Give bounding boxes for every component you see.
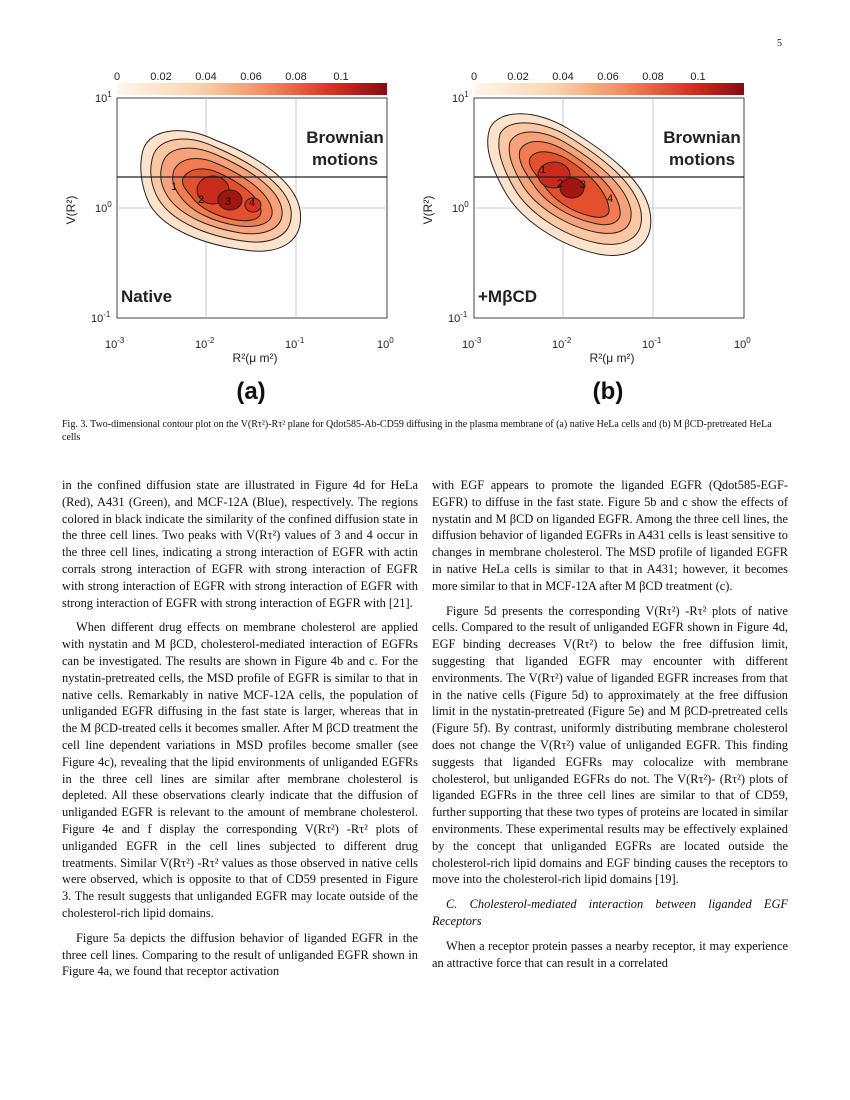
peak-label: 3 xyxy=(225,196,232,208)
figure-3 xyxy=(0,70,850,415)
brownian-label-line1: Brownian xyxy=(306,128,384,147)
y-tick-label: $10^{-1}$ xyxy=(91,310,111,325)
paragraph: Figure 5d presents the corresponding V(Rτ²) -Rτ² plots of native cells. Compared to the result of unliganded EGFR shown in Figure 4d, EGF binding decreases V(Rτ²) to below the free diffusion limit, suggesting that liganded EGFR may encounter with different environments. The V(Rτ²) value of liganded EGFR increases from that in the native cells (Figure 5d) to approximately at the free diffusion limit in the nystatin-pretreated (Figure 5e) and M βCD-pretreated cells (Figure 5f). By contrast, uniformly distributing membrane cholesterol does not change the V(Rτ²) value of unliganded EGFR. This finding suggests that liganded EGFRs may colocalize with membrane cholesterol, but unliganded EGFRs do not. The V(Rτ²)- (Rτ²) plots of liganded EGFRs in the three cell lines are similar to that of CD59, further supporting that these two types of proteins are located in similar environments. These experimental results may be effectively explained by the concept that unliganded EGFRs are located outside the cholesterol-rich lipid domains and EGF binding causes the receptors to move into the cholesterol-rich lipid domains [19]. xyxy=(432,603,788,887)
x-tick-label: $10^{-1}$ xyxy=(285,336,305,351)
peak-label: 2 xyxy=(198,194,205,206)
colorbar-tick: 0.02 xyxy=(150,71,172,83)
paragraph: When different drug effects on membrane cholesterol are applied with nystatin and M βCD, cholesterol-mediated interaction of EGFRs can be investigated. The results are shown in Figure 4b and c. For the nystatin-pretreated cells, the MSD profile of EGFR is similar to that in native cells. Remarkably in native MCF-12A cells, the population of unliganded EGFR diffusing in the fast state is larger, whereas that in the M βCD-treated cells it becomes smaller. After M βCD treatment the cell line dependent variations in MSD profiles become smaller (see Figure 4c), revealing that the lipid environments of unliganded EGFRs in the three cell lines are similar after membrane cholesterol is depleted. All these observations clearly indicate that the diffusion of unliganded EGFR is relevant to the amount of membrane cholesterol. Figure 4e and f display the corresponding V(Rτ²) -Rτ² plots of unliganded EGFR in the cell lines subjected to different drug treatments. Similar V(Rτ²) -Rτ² values as those observed in native cells were observed, which is opposite to that of CD59 presented in Figure 3. The result suggests that unliganded EGFR may locate outside of the cholesterol-rich lipid domains. xyxy=(62,620,418,920)
colorbar-ticks xyxy=(471,71,706,83)
y-ticks xyxy=(448,90,469,325)
brownian-label-line2: motions xyxy=(311,150,379,169)
paragraph: When a receptor protein passes a nearby receptor, it may experience an attractive force that can result in a correlated xyxy=(432,938,788,970)
figure-caption: Fig. 3. Two-dimensional contour plot on the V(Rτ²)-Rτ² plane for Qdot585-Ab-CD59 diffusing in the plasma membrane of (a) native HeLa cells and (b) M βCD-pretreated HeLa cells xyxy=(62,419,772,443)
panel-b xyxy=(412,70,772,415)
peak-label: 2 xyxy=(557,178,564,190)
colorbar-ticks xyxy=(114,71,349,83)
x-ticks xyxy=(462,336,751,351)
y-axis-label: V(R²) xyxy=(421,195,435,225)
x-tick-label: $10^{-2}$ xyxy=(195,336,215,351)
peak-label: 4 xyxy=(607,193,614,205)
x-tick-label: $10^{-3}$ xyxy=(462,336,482,351)
y-tick-label: $10^0$ xyxy=(95,200,112,215)
colorbar-tick: 0.1 xyxy=(690,71,706,83)
section-heading: C. Cholesterol-mediated interaction between liganded EGF Receptors xyxy=(432,897,788,928)
contour-plot-b xyxy=(412,70,772,380)
paragraph: in the confined diffusion state are illustrated in Figure 4d for HeLa (Red), A431 (Green), and MCF-12A (Blue), respectively. The regions colored in black indicate the similarity of the confined diffusion state in the three cell lines. Two peaks with V(Rτ²) values of 3 and 4 occur in the three cell lines, indicating a strong interaction of EGFR with actin corrals strong interaction of EGFR with strong interaction of EGFR with strong interaction of EGFR with strong interaction of EGFR with strong interaction of EGFR with strong interaction of EGFR with [21]. xyxy=(62,478,418,610)
x-axis-label: R²(μ m²) xyxy=(232,351,278,365)
left-column xyxy=(62,477,418,988)
peak-label: 3 xyxy=(580,179,587,191)
condition-label: +MβCD xyxy=(478,287,538,306)
paragraph: with EGF appears to promote the liganded EGFR (Qdot585-EGF-EGFR) to diffuse in the fast state. Figure 5b and c show the effects of nystatin and M βCD on liganded EGFR. Among the three cell lines, the diffusion behavior of liganded EGFRs in A431 cells is least sensitive to changes in membrane cholesterol. The MSD profile of liganded EGFR in native HeLa cells is similar to that in A431; however, it becomes more similar to that in MCF-12A after M βCD treatment (c). xyxy=(432,478,788,593)
y-tick-label: $10^{-1}$ xyxy=(448,310,468,325)
colorbar-tick: 0.02 xyxy=(507,71,529,83)
y-tick-label: $10^1$ xyxy=(452,90,469,105)
right-column xyxy=(432,477,788,979)
panel-a xyxy=(55,70,415,415)
x-tick-label: $10^{-2}$ xyxy=(552,336,572,351)
colorbar-tick: 0.04 xyxy=(195,71,217,83)
y-ticks xyxy=(91,90,112,325)
page-number: 5 xyxy=(777,38,782,49)
panel-letter: (a) xyxy=(236,378,266,405)
y-tick-label: $10^0$ xyxy=(452,200,469,215)
colorbar-tick: 0 xyxy=(113,71,121,83)
contour-plot-a xyxy=(55,70,415,380)
colorbar-tick: 0.04 xyxy=(552,71,574,83)
x-ticks xyxy=(105,336,394,351)
x-tick-label: $10^{-1}$ xyxy=(642,336,662,351)
x-axis-label: R²(μ m²) xyxy=(589,351,635,365)
colorbar-tick: 0.06 xyxy=(240,71,262,83)
x-tick-label: $10^0$ xyxy=(734,336,751,351)
colorbar-tick: 0.08 xyxy=(285,71,307,83)
colorbar-tick: 0.06 xyxy=(597,71,619,83)
peak-label: 4 xyxy=(249,197,256,209)
y-axis-label: V(R²) xyxy=(64,195,78,225)
peak-label: 1 xyxy=(171,181,178,193)
colorbar xyxy=(117,83,387,95)
condition-label: Native xyxy=(121,287,173,306)
colorbar-tick: 0.08 xyxy=(642,71,664,83)
paragraph: Figure 5a depicts the diffusion behavior of liganded EGFR in the three cell lines. Comparing to the result of unliganded EGFR shown in Figure 4a, we found that receptor activation xyxy=(62,930,418,979)
panel-letter: (b) xyxy=(592,378,624,405)
brownian-label-line1: Brownian xyxy=(663,128,741,147)
x-tick-label: $10^{-3}$ xyxy=(105,336,125,351)
y-tick-label: $10^1$ xyxy=(95,90,112,105)
colorbar xyxy=(474,83,744,95)
colorbar-tick: 0.1 xyxy=(333,71,349,83)
x-tick-label: $10^0$ xyxy=(377,336,394,351)
peak-label: 1 xyxy=(540,164,547,176)
brownian-label-line2: motions xyxy=(668,150,736,169)
colorbar-tick: 0 xyxy=(470,71,478,83)
